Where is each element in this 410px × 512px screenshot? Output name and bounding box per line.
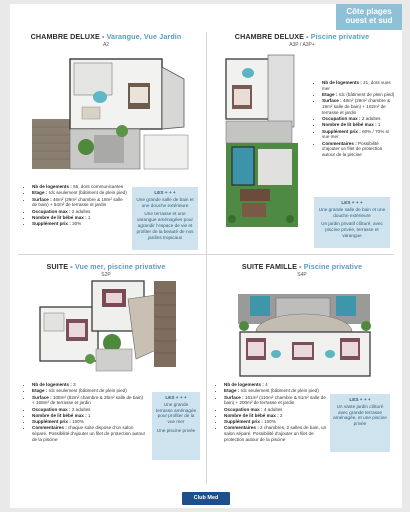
room-title: CHAMBRE DELUXE - Piscine privative (234, 32, 370, 41)
brochure-page (10, 4, 402, 508)
spec-item: • Etage : rdc seulement (bâtiment de plein pied) (32, 388, 146, 394)
room-specs (26, 184, 128, 227)
room-code: A3P / A3P+ (289, 42, 315, 48)
room-title: SUITE - Vue mer, piscine privative (46, 262, 166, 271)
floor-plan-image (218, 49, 304, 229)
spec-item: • Supplément prix : 60% / 70% si vue mer (322, 129, 396, 140)
spec-item: • Surface : 108m² (82m² chambre & 26m² salle de bain) + 168m² de terrasse et jardin (32, 395, 146, 406)
spec-item: • Supplément prix : 30% (32, 221, 128, 227)
horizontal-divider (18, 254, 394, 255)
spec-item: • Surface : 161m² (110m² chambre & 51m² salle de bain) + 200m² de terrasse et jardin (224, 395, 328, 406)
floor-plan-image (236, 280, 374, 384)
spec-item: • Occupation max : 4 adultes (224, 407, 328, 413)
spec-item: • Commentaires : Possibilité d’ajouter un filet de protection autour de la piscine (322, 141, 396, 158)
spec-item: • Surface : 48m² (29m² chambre & 19m² salle de bain) + 102m² de terrasse et jardin (322, 98, 396, 115)
spec-item: • Nb de logements : 4 (224, 382, 328, 388)
room-specs (26, 382, 146, 443)
spec-item: • Commentaires : 2 chambres, 2 salles de bain, un salon séparé. Possibilité d’ajouter un filet de protection autour de la piscine (224, 425, 328, 442)
room-code: S4P (297, 272, 307, 278)
room-code: A2 (102, 42, 110, 48)
spec-item: • Nombre de lit bébé max : 2 (224, 413, 328, 419)
room-title: SUITE FAMILLE - Piscine privative (241, 262, 363, 271)
spec-item: • Supplément prix : 100% (224, 419, 328, 425)
highlights-box: LES + + + Un vaste jardin clôturé avec grande terrasse aménagée, et une piscine privée (330, 394, 390, 452)
room-title: CHAMBRE DELUXE - Varangue, Vue Jardin (30, 32, 182, 41)
spec-item: • Etage : rdc (bâtiment de plein pied) (322, 92, 396, 98)
vertical-divider (206, 32, 207, 484)
spec-item: • Occupation max : 2 adultes (32, 209, 128, 215)
room-specs (218, 382, 328, 443)
spec-item: • Nb de logements : 55, dont communicantes (32, 184, 128, 190)
spec-item: • Occupation max : 2 adultes (322, 116, 396, 122)
room-specs (316, 80, 396, 158)
spec-item: • Nombre de lit bébé max : 1 (322, 122, 396, 128)
floor-plan-image (36, 279, 186, 375)
room-code: S2P (101, 272, 111, 278)
spec-item: • Supplément prix : 100% (32, 419, 146, 425)
spec-item: • Commentaires : chaque suite dispose d’un salon séparé. Possibilité d’ajouter un filet de protection autour de la piscine (32, 425, 146, 442)
club-med-logo: Club Med (182, 492, 230, 505)
spec-item: • Nb de logements : 3 (32, 382, 146, 388)
spec-item: • Occupation max : 2 adultes (32, 407, 146, 413)
spec-item: • Nb de logements : 21, dont vues mer (322, 80, 396, 91)
spec-item: • Etage : rdc seulement (bâtiment de plein pied) (224, 388, 328, 394)
spec-item: • Nombre de lit bébé max : 1 (32, 215, 128, 221)
highlights-box: LES + + + Une grande salle de bain et une douche extérieure Un jardin privatif clôturé, avec piscine privée, terrasse et varangue (314, 197, 390, 248)
region-tag: Côte plages ouest et sud (336, 4, 402, 30)
floor-plan-image (24, 49, 194, 177)
highlights-box: LES + + + Une grande salle de bain et une douche extérieure Une terrasse et une varangue aménagées pour agrandir l’espace de vie et profiter de la beauté de nos jardins tropicaux (132, 187, 198, 250)
spec-item: • Etage : rdc seulement (bâtiment de plein pied) (32, 190, 128, 196)
highlights-box: LES + + + Une grande terrasse aménagée pour profiter de la vue mer Une piscine privée (152, 392, 200, 460)
spec-item: • Nombre de lit bébé max : 1 (32, 413, 146, 419)
spec-item: • Surface : 46m² (29m² chambre & 18m² salle de bain) + 54m² de terrasse et jardin (32, 197, 128, 208)
